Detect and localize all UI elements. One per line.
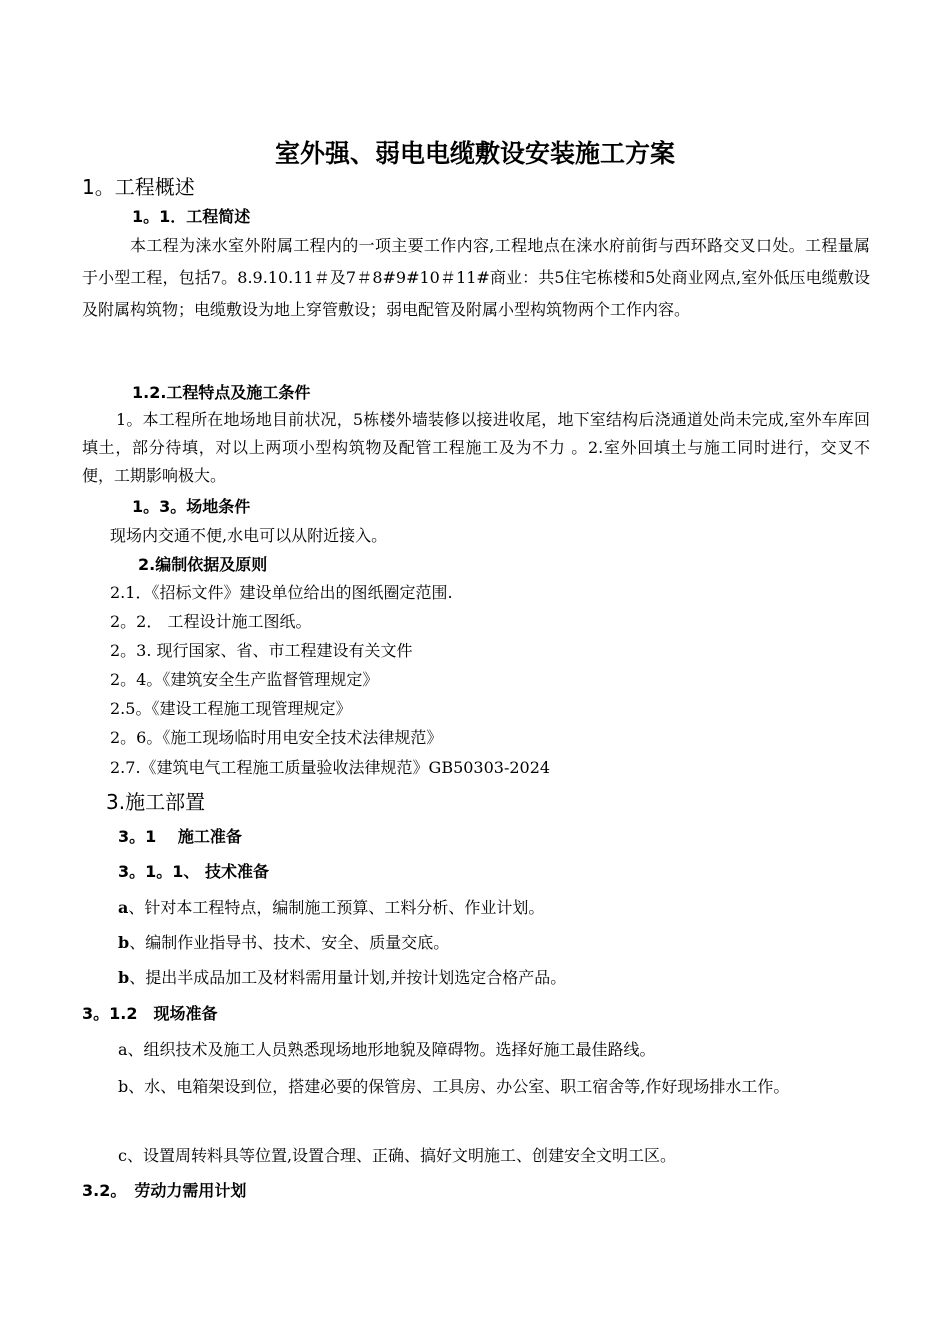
basis-item: 2。3. 现行国家、省、市工程建设有关文件 — [110, 641, 413, 660]
basis-item: 2。2． 工程设计施工图纸。 — [110, 612, 312, 631]
basis-item: 2。4。《建筑安全生产监督管理规定》 — [110, 670, 379, 689]
document-title: 室外强、弱电电缆敷设安装施工方案 — [274, 139, 675, 168]
tech-prep-item — [118, 898, 544, 918]
section-2-heading: 2.编制依据及原则 — [138, 555, 268, 574]
basis-item: 2。6。《施工现场临时用电安全技术法律规范》 — [110, 728, 443, 747]
section-1-3-heading: 1。3。场地条件 — [132, 497, 251, 516]
section-1-2-paragraph: 1。本工程所在地场地目前状况，5栋楼外墙装修以接进收尾，地下室结构后浇通道处尚未完成,室外车库回填土，部分待填，对以上两项小型构筑物及配管工程施工及为不力 。2.室外回填土与施工同时进行，交叉不便，工期影响极大。 — [82, 410, 870, 485]
section-1-1-heading: 1。1．工程简述 — [132, 207, 251, 226]
basis-item: 2.1．《招标文件》建设单位给出的图纸圈定范围. — [110, 583, 453, 602]
item-text: 、提出半成品加工及材料需用量计划,并按计划选定合格产品。 — [129, 968, 567, 987]
section-1-2-heading: 1.2.工程特点及施工条件 — [132, 383, 311, 402]
section-3-heading: 3.施工部置 — [106, 790, 206, 814]
item-marker: b — [118, 968, 130, 987]
section-1-heading: 1。工程概述 — [82, 175, 195, 199]
site-prep-item: c、设置周转料具等位置,设置合理、正确、搞好文明施工、创建安全文明工区。 — [118, 1146, 677, 1165]
item-marker: b — [118, 933, 130, 952]
basis-item: 2.7.《建筑电气工程施工质量验收法律规范》GB50303-2024 — [110, 758, 551, 777]
tech-prep-item — [118, 968, 566, 988]
basis-item: 2.5。《建设工程施工现管理规定》 — [110, 699, 352, 718]
tech-prep-item — [118, 933, 449, 953]
site-prep-item: a、组织技术及施工人员熟悉现场地形地貌及障碍物。选择好施工最佳路线。 — [118, 1040, 656, 1059]
section-3-2-heading: 3.2。 劳动力需用计划 — [82, 1181, 247, 1200]
section-1-3-paragraph: 现场内交通不便,水电可以从附近接入。 — [110, 526, 388, 545]
section-3-1-1-heading: 3。1。1、 技术准备 — [118, 862, 269, 881]
item-text: 、针对本工程特点，编制施工预算、工料分析、作业计划。 — [128, 898, 545, 917]
section-3-1-2-heading: 3。1.2 现场准备 — [82, 1004, 218, 1023]
section-1-1-paragraph: 本工程为涞水室外附属工程内的一项主要工作内容,工程地点在涞水府前街与西环路交叉口处。工程量属于小型工程，包括7。8.9.10.11＃及7＃8#9#10＃11#商业：共5住宅栋楼和5处商业网点,室外低压电缆敷设及附属构筑物；电缆敷设为地上穿管敷设；弱电配管及附属小型构筑物两个工作内容。 — [82, 236, 870, 319]
site-prep-item: b、水、电箱架设到位，搭建必要的保管房、工具房、办公室、职工宿舍等,作好现场排水工作。 — [118, 1077, 790, 1096]
item-marker: a — [118, 898, 129, 917]
item-text: 、编制作业指导书、技术、安全、质量交底。 — [129, 933, 450, 952]
section-3-1-heading: 3。1 施工准备 — [118, 827, 242, 846]
